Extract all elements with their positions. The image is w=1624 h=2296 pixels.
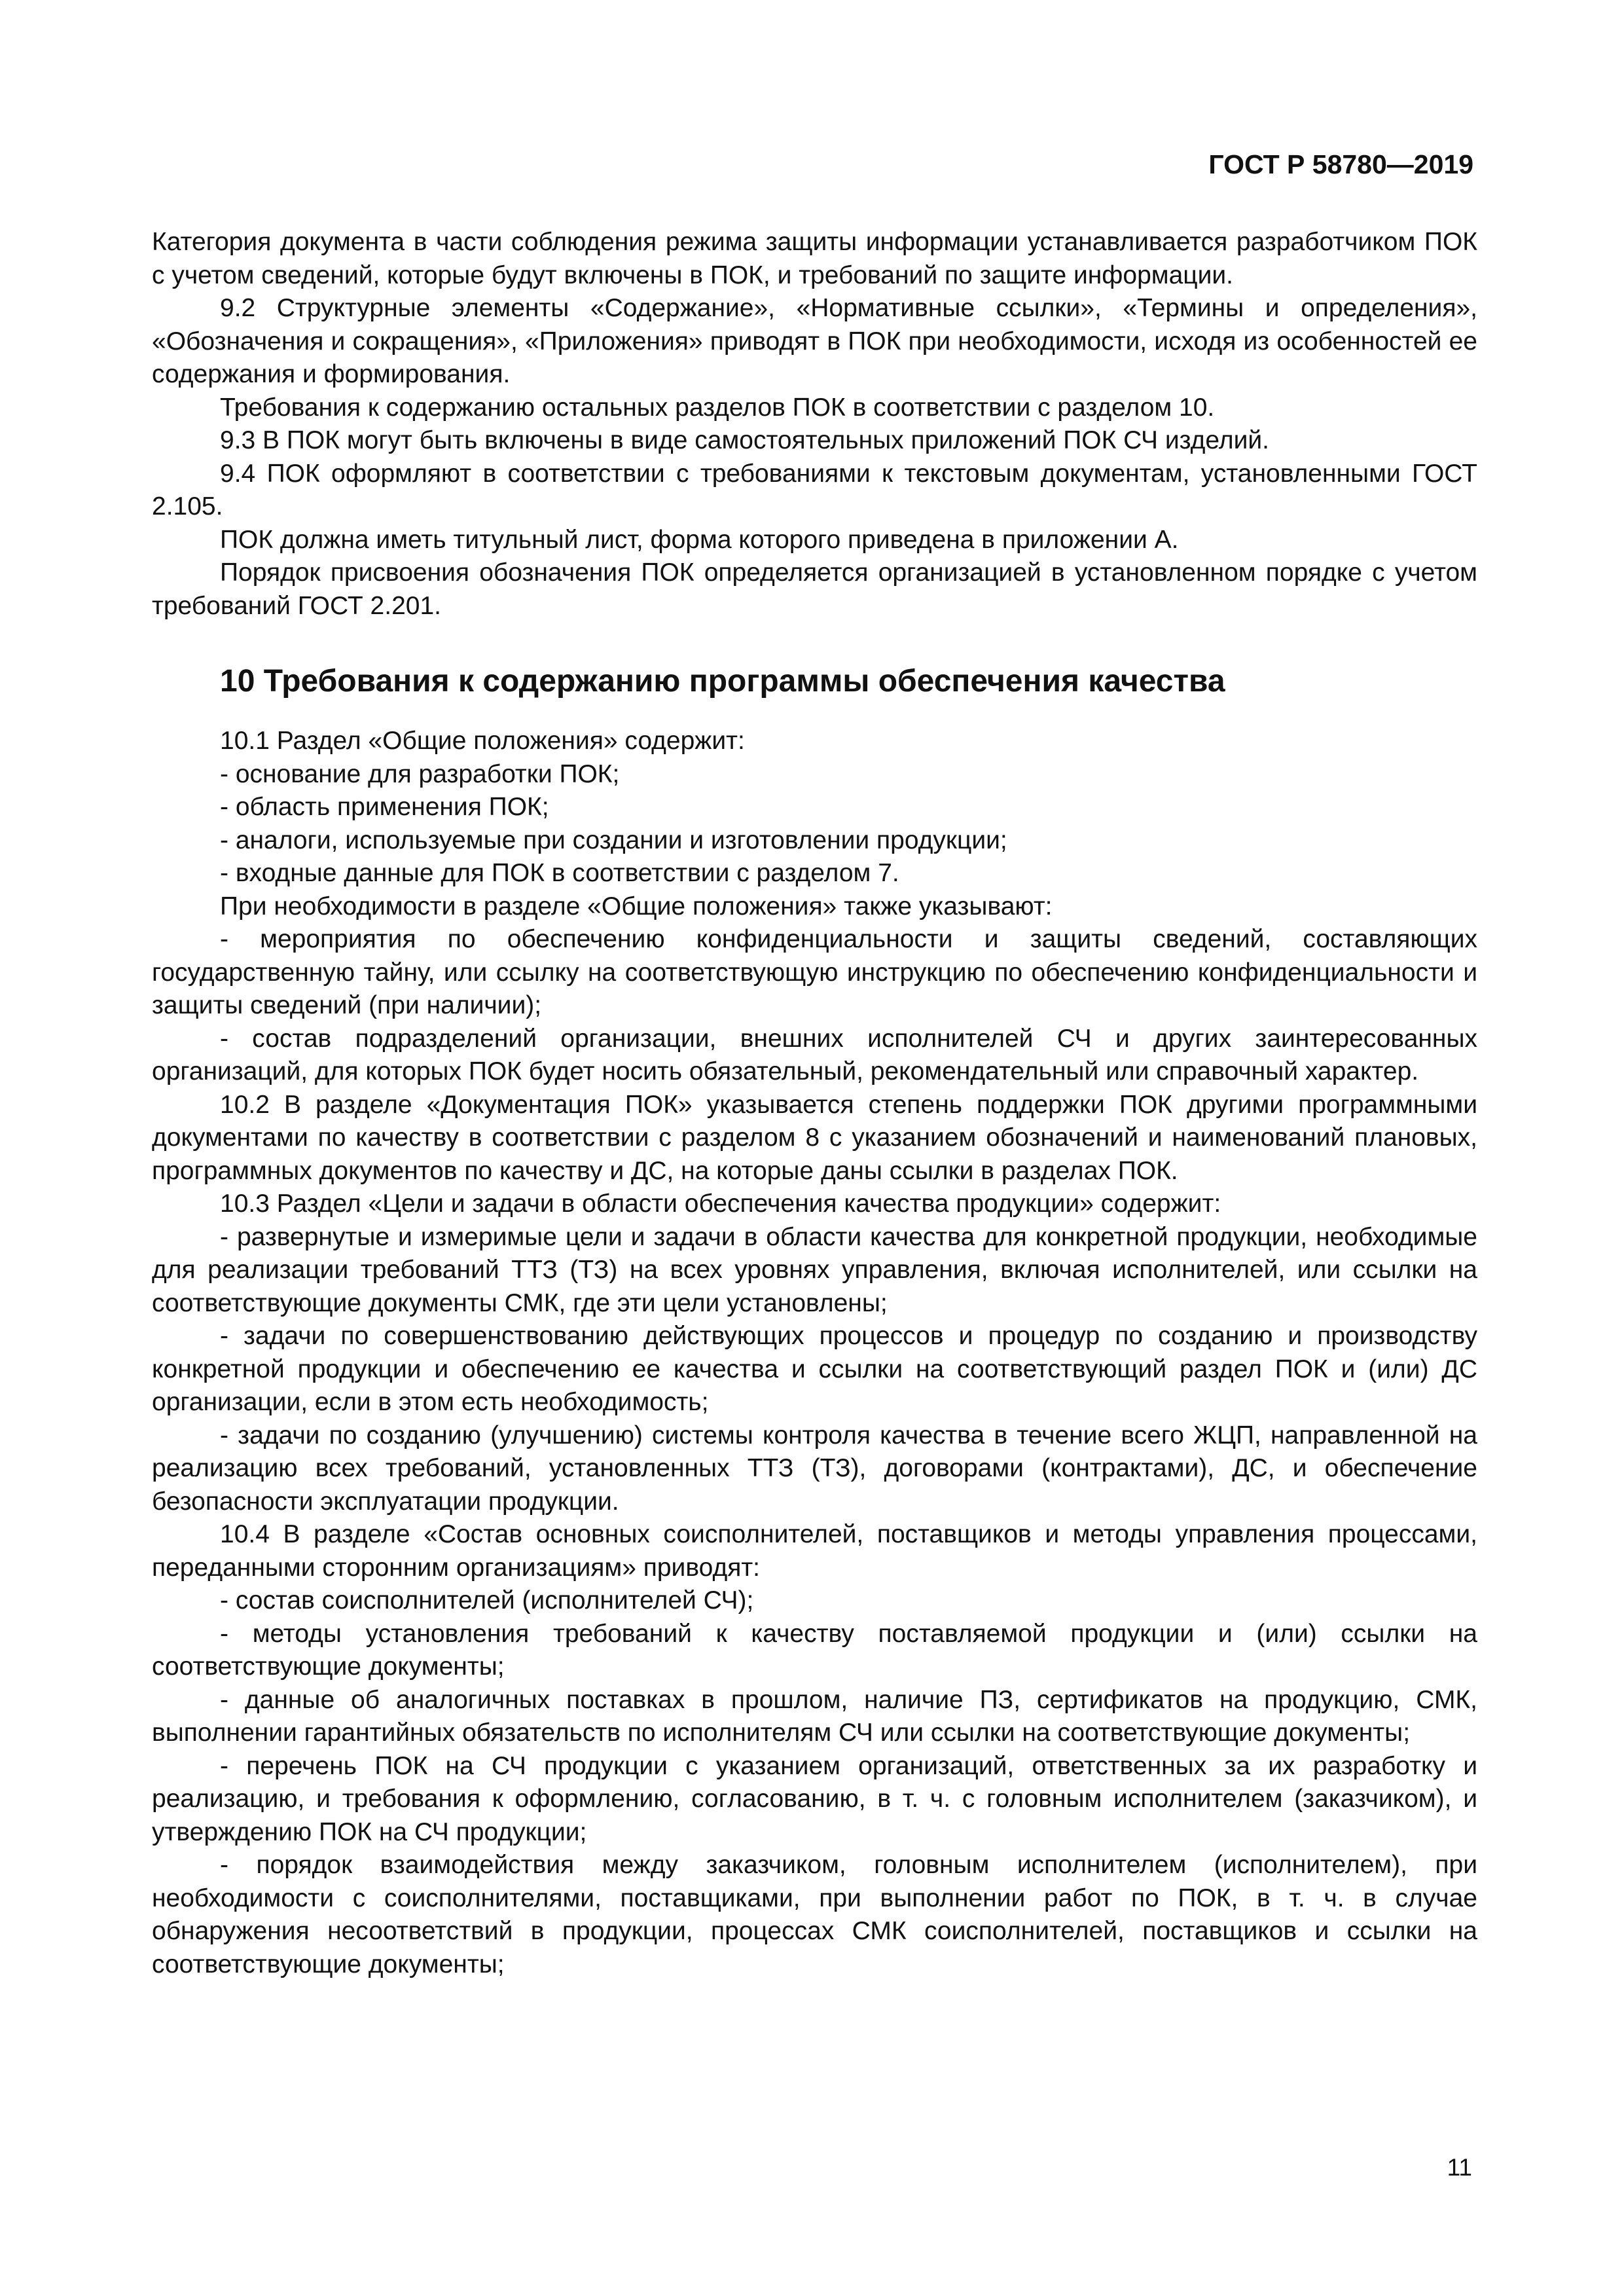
- section-title: 10 Требования к содержанию программы обеспечения качества: [220, 664, 1225, 699]
- paragraph: 9.4 ПОК оформляют в соответствии с требованиями к текстовым документам, установленными ГОСТ 2.105.: [152, 459, 1477, 520]
- paragraph: 9.3 В ПОК могут быть включены в виде самостоятельных приложений ПОК СЧ изделий.: [220, 426, 1269, 454]
- page-number: 11: [1447, 2154, 1472, 2181]
- paragraph: 10.2 В разделе «Документация ПОК» указывается степень поддержки ПОК другими программными документами по качеству в соответствии с разделом 8 с указанием обозначений и наименований плановых, программных документов по качеству и ДС, на которые даны ссылки в разделах ПОК.: [152, 1090, 1477, 1185]
- paragraph: Категория документа в части соблюдения режима защиты информации устанавливается разработчиком ПОК с учетом сведений, которые будут включены в ПОК, и требований по защите информации.: [152, 228, 1477, 289]
- list-item: - методы установления требований к качеству поставляемой продукции и (или) ссылки на соответствующие документы;: [152, 1619, 1477, 1681]
- list-item: - порядок взаимодействия между заказчиком, головным исполнителем (исполнителем), при необходимости с соисполнителями, поставщиками, при выполнении работ по ПОК, в т. ч. в случае обнаружения несоответствий в продукции, процессах СМК соисполнителей, поставщиков и ссылки на соответствующие документы;: [152, 1851, 1477, 1978]
- list-item: - задачи по совершенствованию действующих процессов и процедур по созданию и производству конкретной продукции и обеспечению ее качества и ссылки на соответствующий раздел ПОК и (или) ДС организации, если в этом есть необходимость;: [152, 1322, 1477, 1416]
- list-item: - область применения ПОК;: [220, 793, 549, 821]
- list-item: - состав соисполнителей (исполнителей СЧ);: [220, 1586, 754, 1614]
- paragraph: 9.2 Структурные элементы «Содержание», «Нормативные ссылки», «Термины и определения», «Обозначения и сокращения», «Приложения» приводят в ПОК при необходимости, исходя из особенностей ее содержания и формирования.: [152, 294, 1477, 388]
- list-item: - состав подразделений организации, внешних исполнителей СЧ и других заинтересованных организаций, для которых ПОК будет носить обязательный, рекомендательный или справочный характер.: [152, 1024, 1477, 1085]
- document-header: ГОСТ Р 58780—2019: [1208, 149, 1473, 179]
- list-item: - мероприятия по обеспечению конфиденциальности и защиты сведений, составляющих государственную тайну, или ссылку на соответствующую инструкцию по обеспечению конфиденциальности и защиты сведений (при наличии);: [152, 925, 1477, 1019]
- document-body: [152, 226, 1477, 1981]
- paragraph: 10.3 Раздел «Цели и задачи в области обеспечения качества продукции» содержит:: [220, 1190, 1221, 1218]
- paragraph: Требования к содержанию остальных разделов ПОК в соответствии с разделом 10.: [220, 393, 1215, 422]
- list-item: - основание для разработки ПОК;: [220, 759, 620, 788]
- list-item: - перечень ПОК на СЧ продукции с указанием организаций, ответственных за их разработку и реализацию, и требования к оформлению, согласованию, в т. ч. с головным исполнителем (заказчиком), и утверждению ПОК на СЧ продукции;: [152, 1751, 1477, 1846]
- list-item: - задачи по созданию (улучшению) системы контроля качества в течение всего ЖЦП, направленной на реализацию всех требований, установленных ТТЗ (ТЗ), договорами (контрактами), ДС, и обеспечение безопасности эксплуатации продукции.: [152, 1421, 1477, 1516]
- paragraph: 10.1 Раздел «Общие положения» содержит:: [220, 727, 745, 755]
- paragraph: ПОК должна иметь титульный лист, форма которого приведена в приложении А.: [220, 525, 1179, 554]
- list-item: - входные данные для ПОК в соответствии с разделом 7.: [220, 859, 899, 887]
- list-item: - аналоги, используемые при создании и изготовлении продукции;: [220, 826, 1007, 854]
- paragraph: 10.4 В разделе «Состав основных соисполнителей, поставщиков и методы управления процессами, переданными сторонним организациям» приводят:: [152, 1520, 1477, 1582]
- list-item: - данные об аналогичных поставках в прошлом, наличие ПЗ, сертификатов на продукцию, СМК, выполнении гарантийных обязательств по исполнителям СЧ или ссылки на соответствующие документы;: [152, 1685, 1477, 1747]
- list-item: - развернутые и измеримые цели и задачи в области качества для конкретной продукции, необходимые для реализации требований ТТЗ (ТЗ) на всех уровнях управления, включая исполнителей, или ссылки на соответствующие документы СМК, где эти цели установлены;: [152, 1222, 1477, 1317]
- paragraph: Порядок присвоения обозначения ПОК определяется организацией в установленном порядке с учетом требований ГОСТ 2.201.: [152, 558, 1477, 620]
- paragraph: При необходимости в разделе «Общие положения» также указывают:: [220, 892, 1053, 920]
